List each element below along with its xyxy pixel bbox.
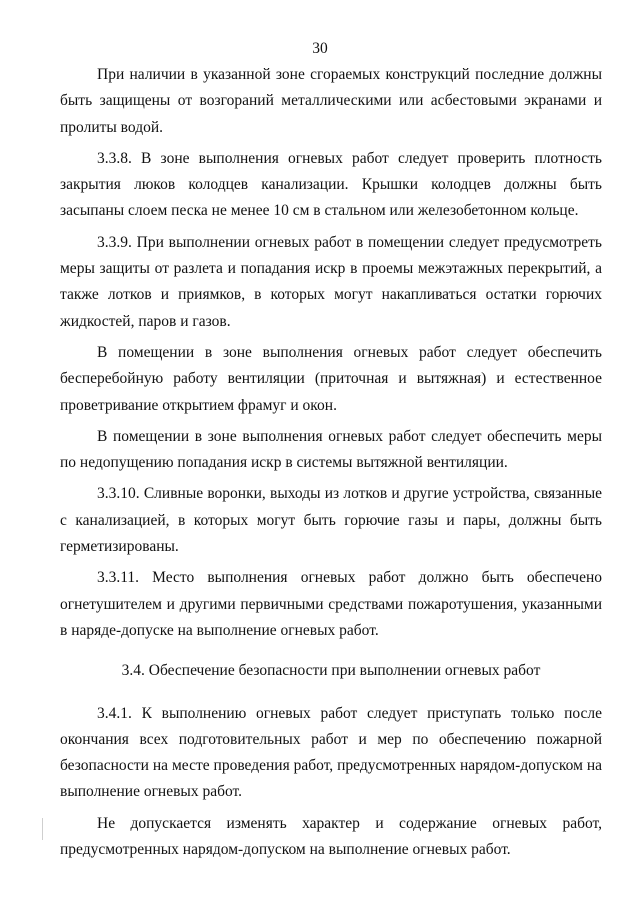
- paragraph-no-changes: Не допускается изменять характер и содержание огневых работ, предусмотренных нарядом-допуском на выполнение огневых работ.: [60, 814, 602, 859]
- section-heading: 3.4. Обеспечение безопасности при выполнении огневых работ: [121, 662, 541, 680]
- paragraph-3-3-8: 3.3.8. В зоне выполнения огневых работ следует проверить плотность закрытия люков колодцев канализации. Крышки колодцев должны быть засыпаны слоем песка не менее 10 см в стальном или железобетонном кольце.: [60, 149, 602, 220]
- paragraph-3-3-9: 3.3.9. При выполнении огневых работ в помещении следует предусмотреть меры защиты от разлета и попадания искр в проемы межэтажных перекрытий, а также лотков и приямков, в которых могут накапливаться остатки горючих жидкостей, паров и газов.: [60, 233, 602, 330]
- paragraph-3-4-1: 3.4.1. К выполнению огневых работ следует приступать только после окончания всех подготовительных работ и мер по обеспечению пожарной безопасности на месте проведения работ, предусмотренных нарядом-допуском на выполнение огневых работ.: [60, 704, 602, 801]
- paragraph-ventilation: В помещении в зоне выполнения огневых работ следует обеспечить бесперебойную работу вентиляции (приточная и вытяжная) и естественное проветривание открытием фрамуг и окон.: [60, 343, 602, 414]
- paragraph-3-3-10: 3.3.10. Сливные воронки, выходы из лотков и другие устройства, связанные с канализацией, в которых могут быть горючие газы и пары, должны быть герметизированы.: [60, 485, 602, 556]
- page-number: 30: [312, 40, 328, 57]
- paragraph-3-3-11: 3.3.11. Место выполнения огневых работ должно быть обеспечено огнетушителем и другими первичными средствами пожаротушения, указанными в наряде-допуске на выполнение огневых работ.: [60, 569, 602, 639]
- document-body: [60, 62, 602, 868]
- scan-edge-mark: [42, 818, 43, 840]
- paragraph-spark-prevention: В помещении в зоне выполнения огневых работ следует обеспечить меры по недопущению попадания искр в системы вытяжной вентиляции.: [60, 427, 602, 472]
- paragraph-combustible-structures: При наличии в указанной зоне сгораемых конструкций последние должны быть защищены от возгораний металлическими или асбестовыми экранами и пролиты водой.: [60, 66, 602, 136]
